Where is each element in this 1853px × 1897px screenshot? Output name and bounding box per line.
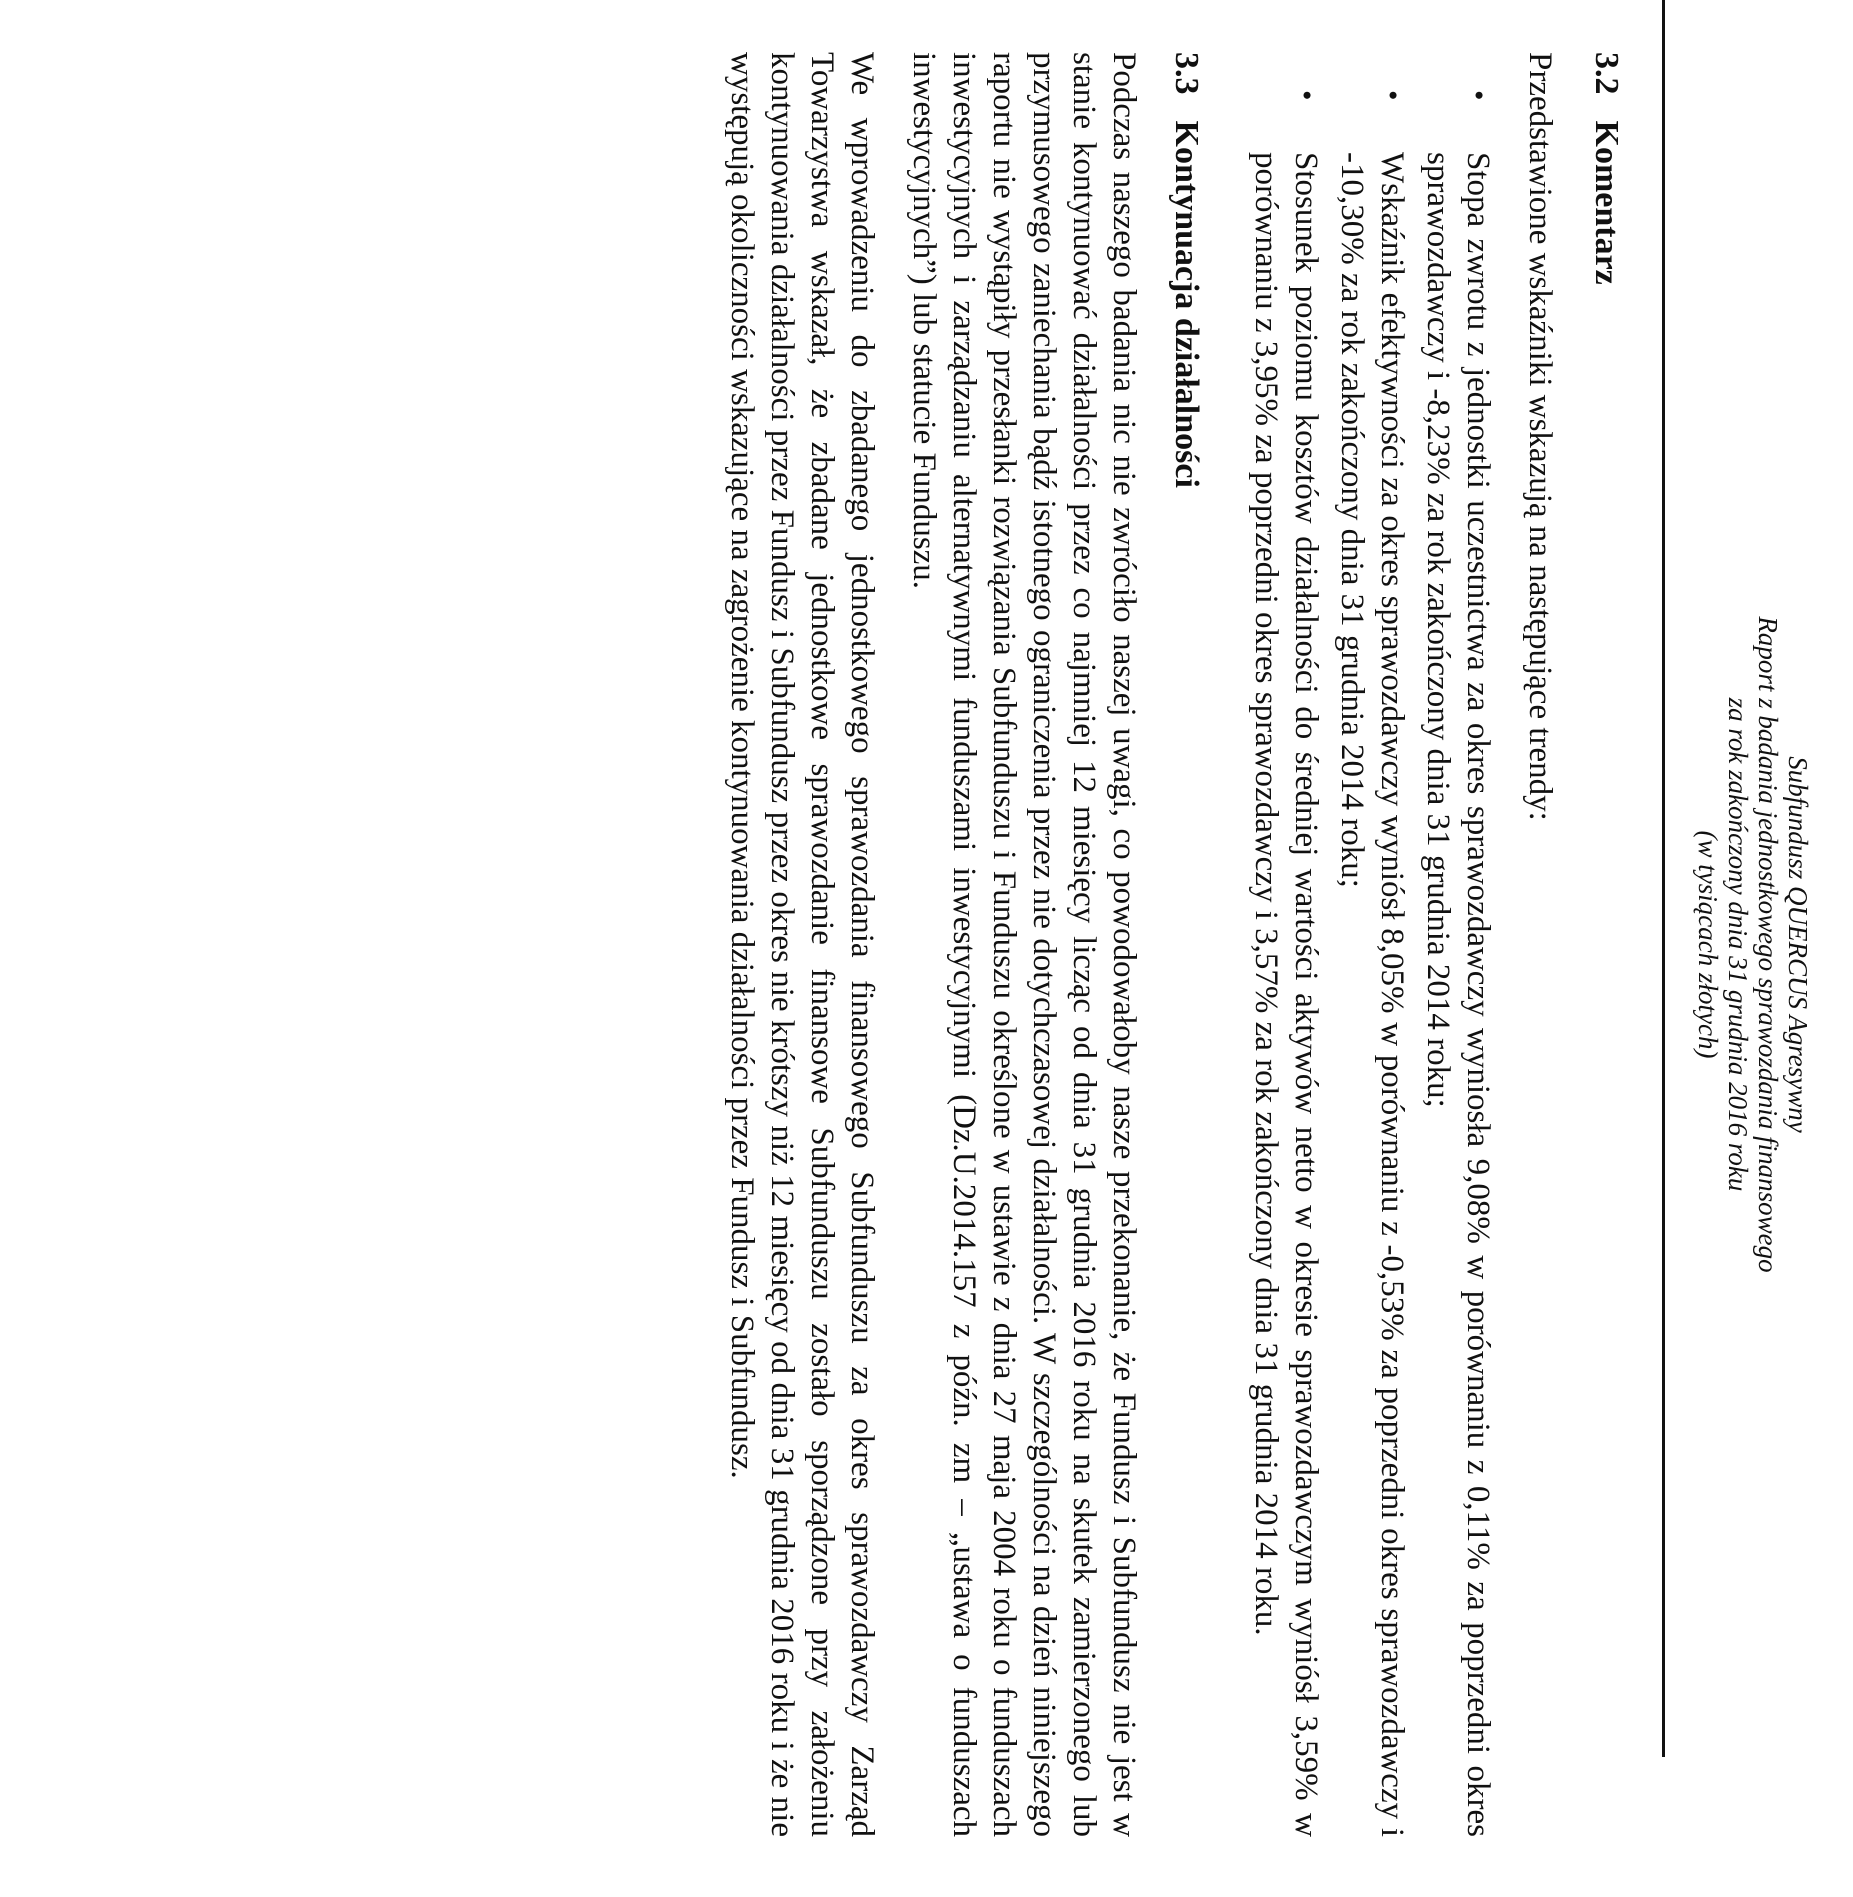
header-divider — [1662, 0, 1665, 1757]
page-header — [1693, 52, 1813, 1837]
section-heading — [1586, 52, 1626, 1837]
trend-item-efficiency: • Wskaźnik efektywności za okres sprawozdawczy wyniósł 8,05% w porównaniu z -0,53% za poprzedni okres sprawozdawczy i -10,30% za rok zakończony dnia 31 grudnia 2014 roku; — [1332, 152, 1412, 1837]
header-units: (w tysiącach złotych) — [1693, 830, 1723, 1059]
header-period: za rok zakończony dnia 31 grudnia 2016 roku — [1723, 697, 1753, 1192]
section-title: Kontynuacja działalności — [1168, 120, 1205, 488]
header-report-title: Raport z badania jednostkowego sprawozdania finansowego — [1753, 616, 1783, 1273]
trend-list — [1246, 52, 1498, 1837]
section-heading — [1166, 52, 1206, 1837]
header-fund-name: Subfundusz QUERCUS Agresywny — [1783, 756, 1813, 1133]
section-number: 3.3 — [1168, 52, 1205, 95]
section-going-concern — [722, 52, 1206, 1837]
section-number: 3.2 — [1588, 52, 1625, 95]
section-title: Komentarz — [1588, 120, 1625, 285]
paragraph: We wprowadzeniu do zbadanego jednostkowego sprawozdania finansowego Subfunduszu za okres sprawozdawczy Zarząd Towarzystwa wskazał, że zbadane jednostkowe sprawozdanie finansowe Subfunduszu zostało sporządzone przy założeniu kontynuowania działalności przez Fundusz i Subfundusz przez okres nie krótszy niż 12 miesięcy od dnia 31 grudnia 2016 roku i że nie występują okoliczności wskazujące na zagrożenie kontynuowania działalności przez Fundusz i Subfundusz. — [724, 52, 880, 1837]
trend-item-return-rate: • Stopa zwrotu z jednostki uczestnictwa za okres sprawozdawczy wyniosła 9,08% w porównaniu z 0,11% za poprzedni okres sprawozdawczy i -8,23% za rok zakończony dnia 31 grudnia 2014 roku; — [1418, 152, 1498, 1837]
paragraph: Podczas naszego badania nic nie zwróciło naszej uwagi, co powodowałoby nasze przekonanie, że Fundusz i Subfundusz nie jest w stanie kontynuować działalności przez co najmniej 12 miesięcy licząc od dnia 31 grudnia 2016 roku na skutek zamierzonego lub przymusowego zaniechania bądź istotnego ograniczenia przez nie dotychczasowej działalności. W szczególności na dzień niniejszego raportu nie wystąpiły przesłanki rozwiązania Subfunduszu i Funduszu określone w ustawie z dnia 27 maja 2004 roku o funduszach inwestycyjnych i zarządzaniu alternatywnymi funduszami inwestycyjnymi (Dz.U.2014.157 z późn. zm – „ustawa o funduszach inwestycyjnych”) lub statucie Funduszu. — [906, 52, 1142, 1837]
section-intro: Przedstawione wskaźniki wskazują na następujące trendy: — [1522, 52, 1558, 821]
trend-item-cost-ratio: • Stosunek poziomu kosztów działalności do średniej wartości aktywów netto w okresie sprawozdawczym wyniósł 3,59% w porównaniu z 3,95% za poprzedni okres sprawozdawczy i 3,57% za rok zakończony dnia 31 grudnia 2014 roku. — [1246, 152, 1326, 1837]
section-comment — [1246, 52, 1626, 1837]
